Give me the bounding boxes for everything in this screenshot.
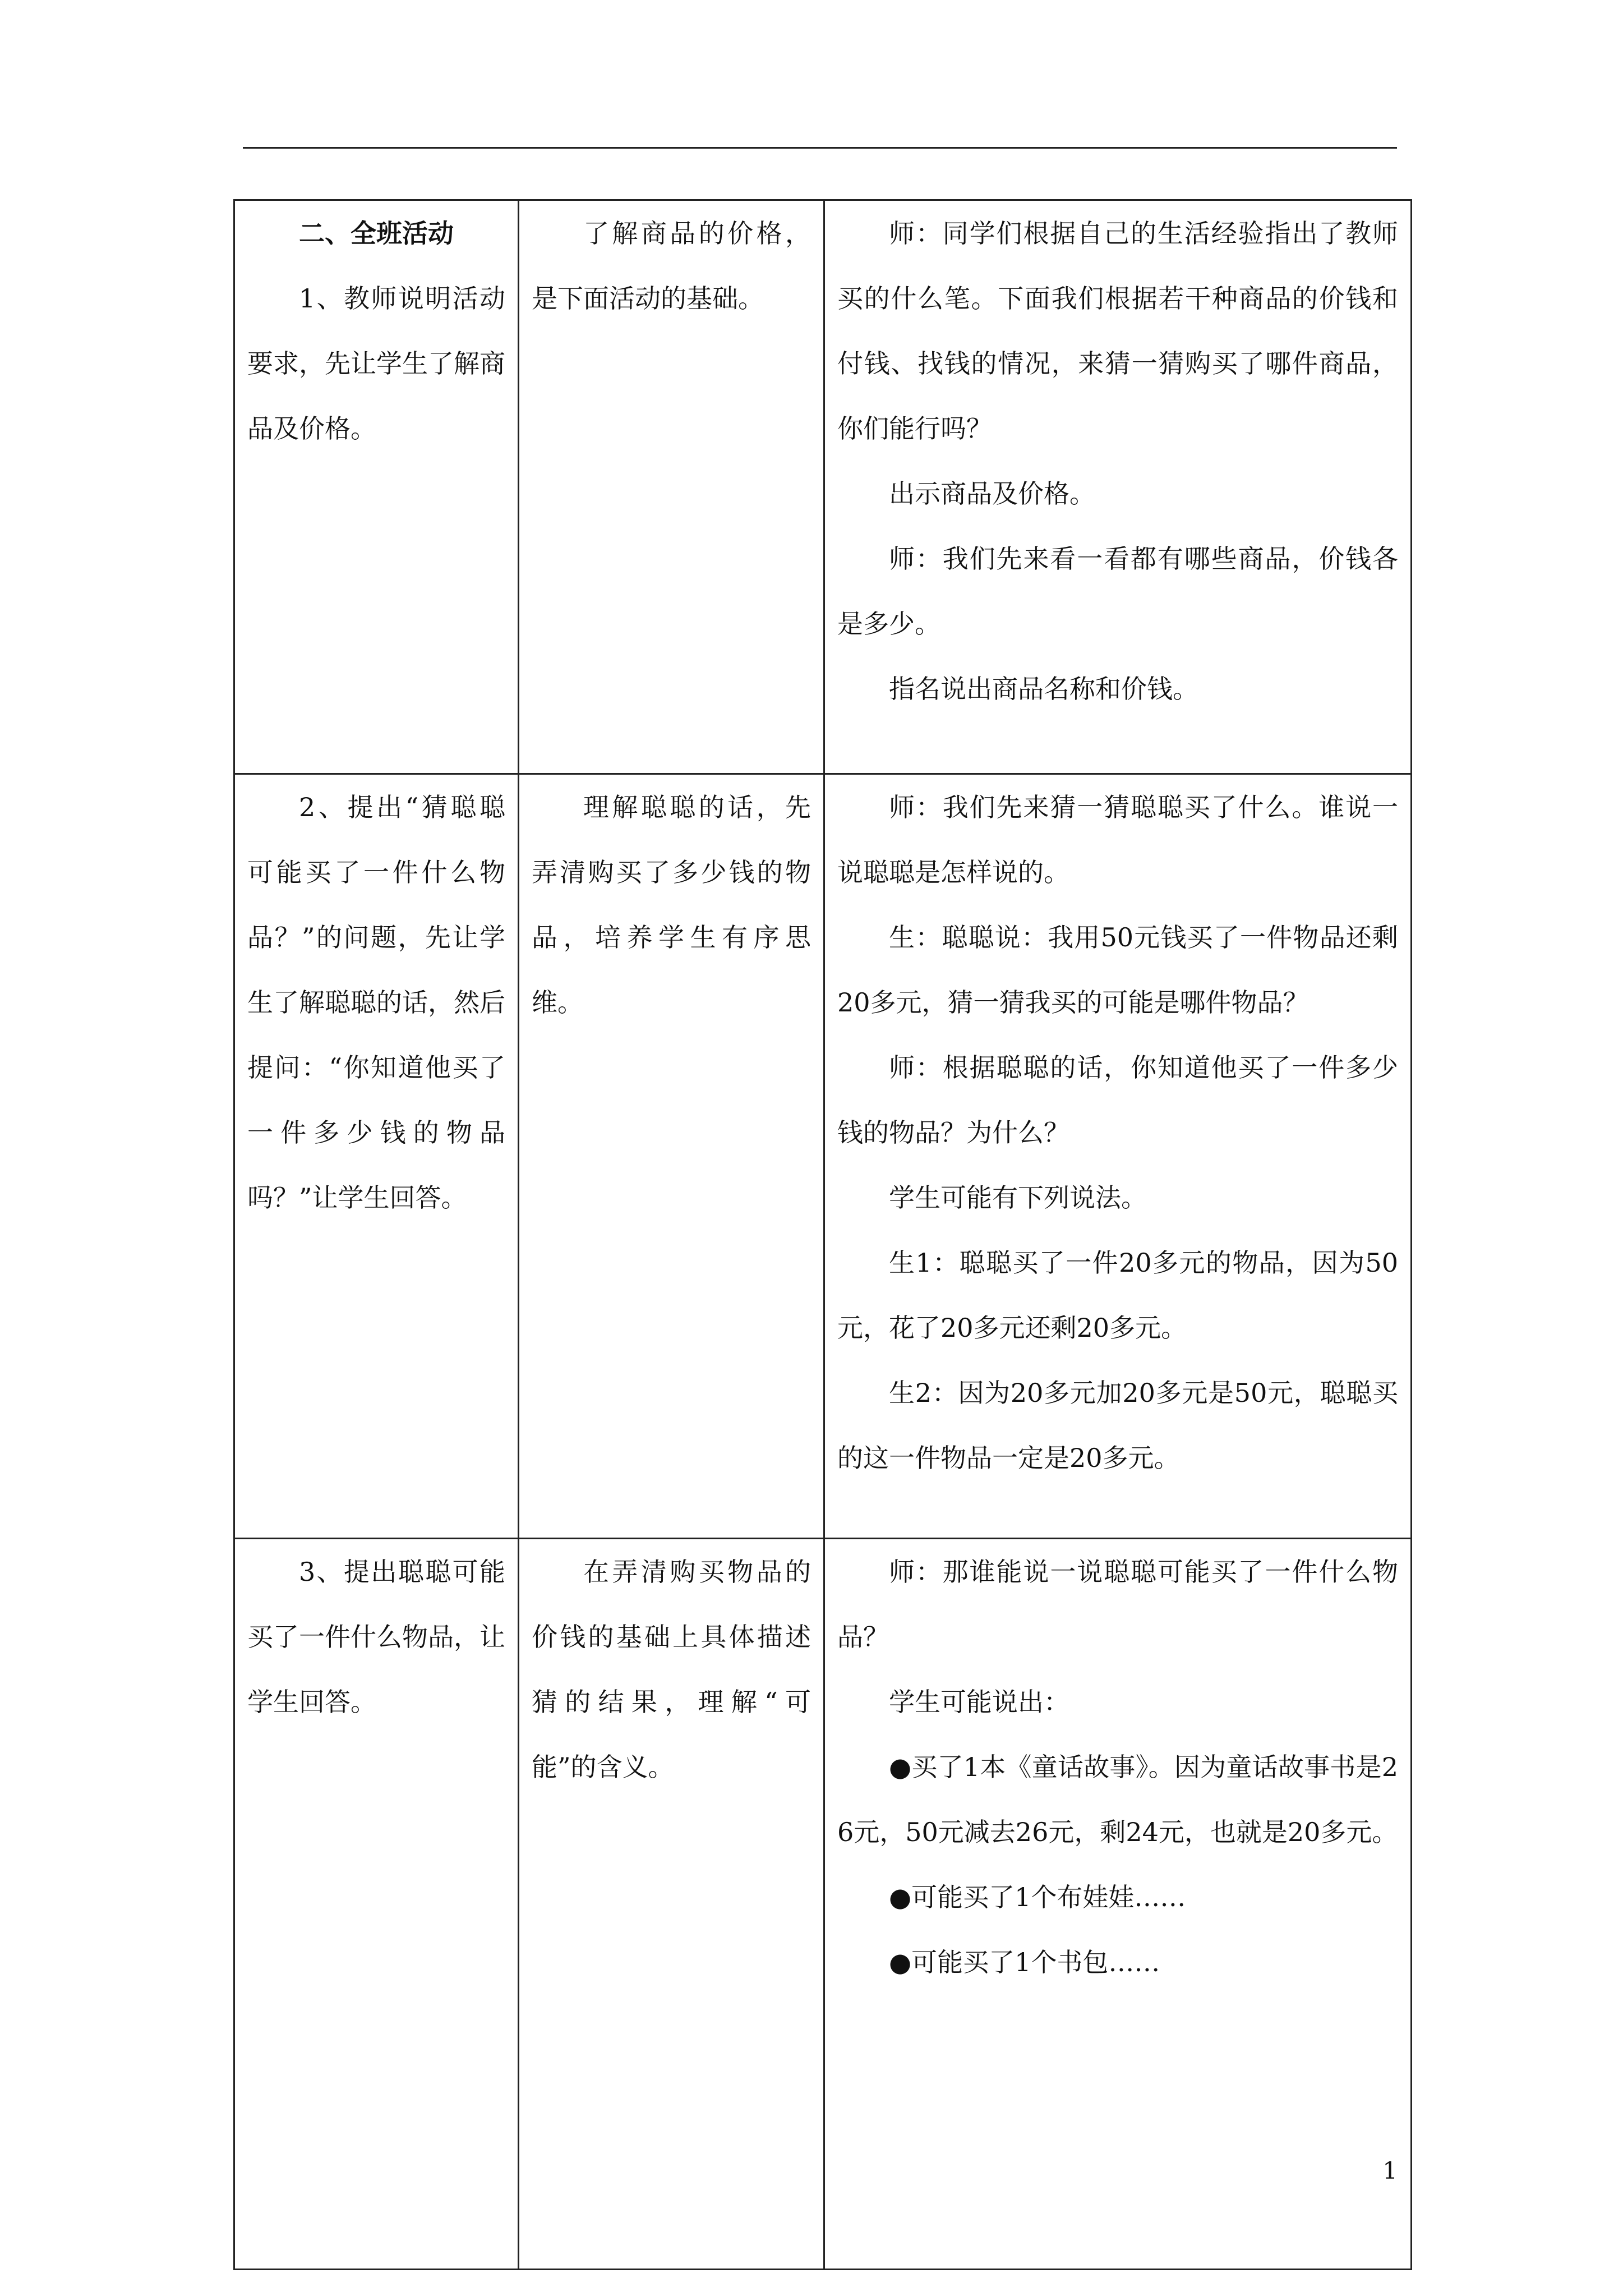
teaching-process-cell: [234, 774, 519, 1539]
cell-paragraph: 1、教师说明活动要求，先让学生了解商品及价格。: [247, 283, 505, 444]
classroom-dialogue-cell: [824, 1539, 1412, 2270]
cell-paragraph: 指名说出商品名称和价钱。: [889, 674, 1198, 704]
cell-paragraph: ●可能买了1个布娃娃……: [889, 1882, 1186, 1912]
cell-paragraph: 师：根据聪聪的话，你知道他买了一件多少钱的物品？为什么？: [837, 1052, 1398, 1148]
design-intent-cell: [519, 200, 824, 774]
table-row: [234, 774, 1412, 1539]
cell-paragraph: 生：聪聪说：我用50元钱买了一件物品还剩20多元，猜一猜我买的可能是哪件物品？: [837, 922, 1398, 1018]
teaching-process-cell: [234, 200, 519, 774]
table-row: [234, 1539, 1412, 2270]
classroom-dialogue-cell: [824, 200, 1412, 774]
classroom-dialogue-cell: [824, 774, 1412, 1539]
lesson-plan-table: [233, 199, 1412, 2270]
cell-paragraph: ●买了1本《童话故事》。因为童话故事书是26元，50元减去26元，剩24元，也就是20多元。: [837, 1752, 1398, 1847]
cell-paragraph: 学生可能有下列说法。: [889, 1182, 1147, 1213]
page-number: 1: [1382, 2157, 1398, 2184]
cell-paragraph: 学生可能说出：: [889, 1687, 1069, 1717]
cell-paragraph: ●可能买了1个书包……: [889, 1947, 1160, 1977]
cell-paragraph: 3、提出聪聪可能买了一件什么物品，让学生回答。: [247, 1557, 505, 1717]
cell-paragraph: 师：那谁能说一说聪聪可能买了一件什么物品？: [837, 1557, 1398, 1652]
design-intent-cell: [519, 1539, 824, 2270]
cell-paragraph: 师：我们先来看一看都有哪些商品，价钱各是多少。: [837, 544, 1398, 639]
cell-paragraph: 2、提出“猜聪聪可能买了一件什么物品？”的问题，先让学生了解聪聪的话，然后提问：“你知道他买了一件多少钱的物品吗？”让学生回答。: [247, 792, 505, 1213]
teaching-process-cell: [234, 1539, 519, 2270]
design-intent-cell: [519, 774, 824, 1539]
cell-paragraph: 生1：聪聪买了一件20多元的物品，因为50元，花了20多元还剩20多元。: [837, 1248, 1398, 1343]
cell-paragraph: 理解聪聪的话，先弄清购买了多少钱的物品，培养学生有序思维。: [532, 792, 811, 1018]
table-row: [234, 200, 1412, 774]
cell-paragraph: 出示商品及价格。: [889, 478, 1095, 509]
header-rule: [243, 147, 1397, 149]
section-heading: 二、全班活动: [299, 218, 454, 249]
cell-paragraph: 在弄清购买物品的价钱的基础上具体描述猜的结果，理解“可能”的含义。: [532, 1557, 811, 1782]
cell-paragraph: 师：同学们根据自己的生活经验指出了教师买的什么笔。下面我们根据若干种商品的价钱和付钱、找钱的情况，来猜一猜购买了哪件商品，你们能行吗？: [837, 218, 1398, 444]
cell-paragraph: 了解商品的价格，是下面活动的基础。: [532, 218, 811, 314]
cell-paragraph: 师：我们先来猜一猜聪聪买了什么。谁说一说聪聪是怎样说的。: [837, 792, 1398, 887]
cell-paragraph: 生2：因为20多元加20多元是50元，聪聪买的这一件物品一定是20多元。: [837, 1378, 1398, 1473]
